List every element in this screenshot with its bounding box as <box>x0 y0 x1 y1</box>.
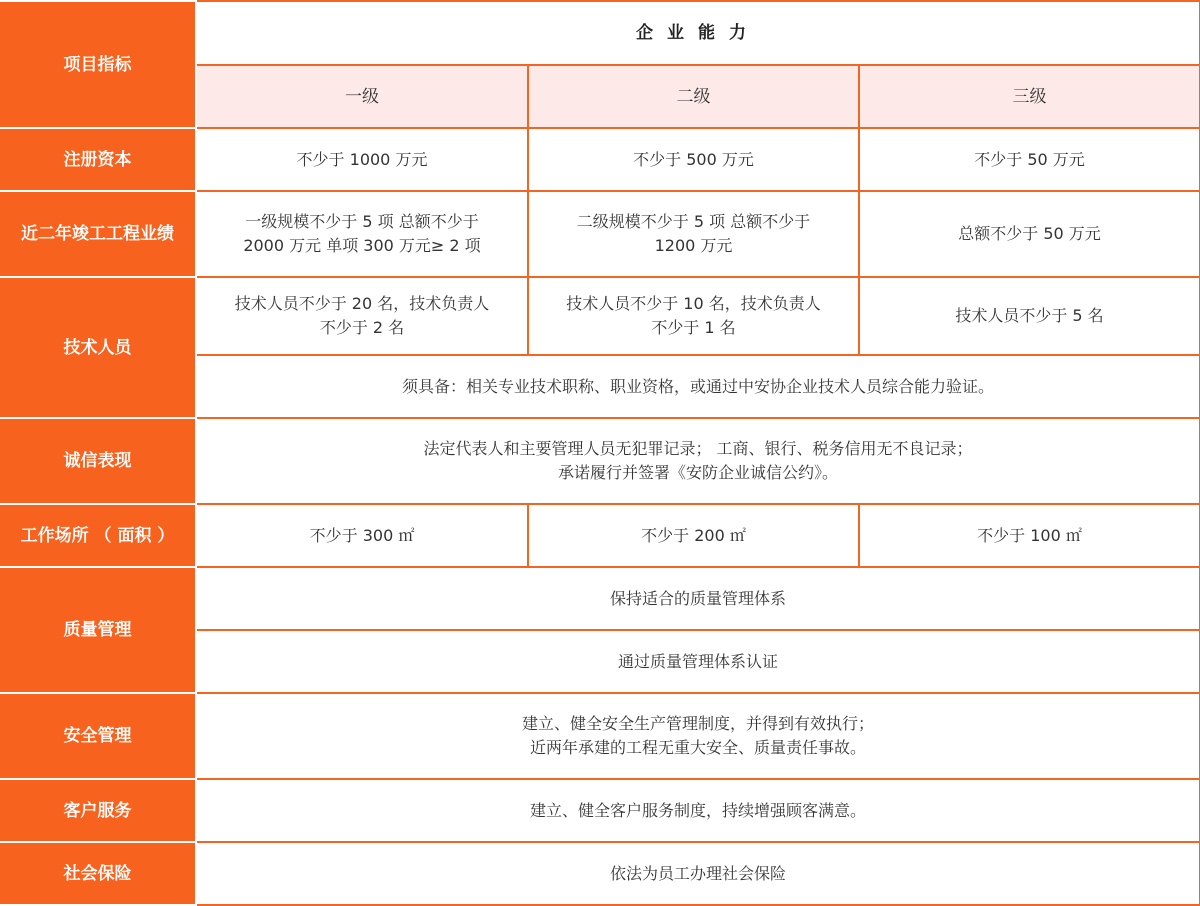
performance-level-1-line: 2000 万元 单项 300 万元≥ 2 项 <box>243 236 481 255</box>
level-3-header: 三级 <box>859 65 1200 128</box>
row-label-staff: 技术人员 <box>0 277 196 418</box>
performance-level-2 <box>528 191 859 277</box>
staff-level-3 <box>859 277 1200 355</box>
performance-level-3 <box>859 191 1200 277</box>
insurance-text: 依法为员工办理社会保险 <box>196 842 1200 905</box>
row-label-quality: 质量管理 <box>0 567 196 693</box>
safety-line: 建立、健全安全生产管理制度，并得到有效执行； <box>522 714 875 733</box>
staff-requirement-note: 须具备：相关专业技术职称、职业资格，或通过中安协企业技术人员综合能力验证。 <box>196 355 1200 418</box>
staff-level-2 <box>528 277 859 355</box>
header-item-indicator: 项目指标 <box>0 1 196 128</box>
integrity-line: 法定代表人和主要管理人员无犯罪记录； 工商、银行、税务信用无不良记录； <box>423 439 973 458</box>
row-label-capital: 注册资本 <box>0 128 196 191</box>
capital-level-2: 不少于 500 万元 <box>528 128 859 191</box>
performance-level-3-line: 总额不少于 50 万元 <box>958 224 1101 243</box>
row-label-service: 客户服务 <box>0 779 196 842</box>
integrity-line: 承诺履行并签署《安防企业诚信公约》。 <box>558 463 839 482</box>
staff-level-3-line: 技术人员不少于 5 名 <box>955 306 1104 325</box>
quality-item-2: 通过质量管理体系认证 <box>196 630 1200 693</box>
row-label-insurance: 社会保险 <box>0 842 196 905</box>
table-title: 企业能力 <box>196 1 1200 65</box>
workplace-level-2: 不少于 200 ㎡ <box>528 504 859 567</box>
performance-level-2-line: 二级规模不少于 5 项 总额不少于 <box>576 212 811 231</box>
performance-level-2-line: 1200 万元 <box>654 236 733 255</box>
safety-line: 近两年承建的工程无重大安全、质量责任事故。 <box>530 738 867 757</box>
row-label-integrity: 诚信表现 <box>0 418 196 504</box>
capital-level-3: 不少于 50 万元 <box>859 128 1200 191</box>
row-label-safety: 安全管理 <box>0 693 196 779</box>
workplace-level-3: 不少于 100 ㎡ <box>859 504 1200 567</box>
quality-item-1: 保持适合的质量管理体系 <box>196 567 1200 630</box>
capital-level-1: 不少于 1000 万元 <box>196 128 528 191</box>
safety-text <box>196 693 1200 779</box>
level-2-header: 二级 <box>528 65 859 128</box>
integrity-text <box>196 418 1200 504</box>
staff-level-1 <box>196 277 528 355</box>
performance-level-1 <box>196 191 528 277</box>
level-1-header: 一级 <box>196 65 528 128</box>
row-label-workplace: 工作场所 （ 面积 ） <box>0 504 196 567</box>
service-text: 建立、健全客户服务制度，持续增强顾客满意。 <box>196 779 1200 842</box>
row-label-performance: 近二年竣工工程业绩 <box>0 191 196 277</box>
staff-level-2-line: 技术人员不少于 10 名，技术负责人 <box>566 294 821 313</box>
staff-level-2-line: 不少于 1 名 <box>651 318 736 337</box>
workplace-level-1: 不少于 300 ㎡ <box>196 504 528 567</box>
staff-level-1-line: 不少于 2 名 <box>319 318 405 337</box>
staff-level-1-line: 技术人员不少于 20 名，技术负责人 <box>234 294 490 313</box>
performance-level-1-line: 一级规模不少于 5 项 总额不少于 <box>245 212 479 231</box>
